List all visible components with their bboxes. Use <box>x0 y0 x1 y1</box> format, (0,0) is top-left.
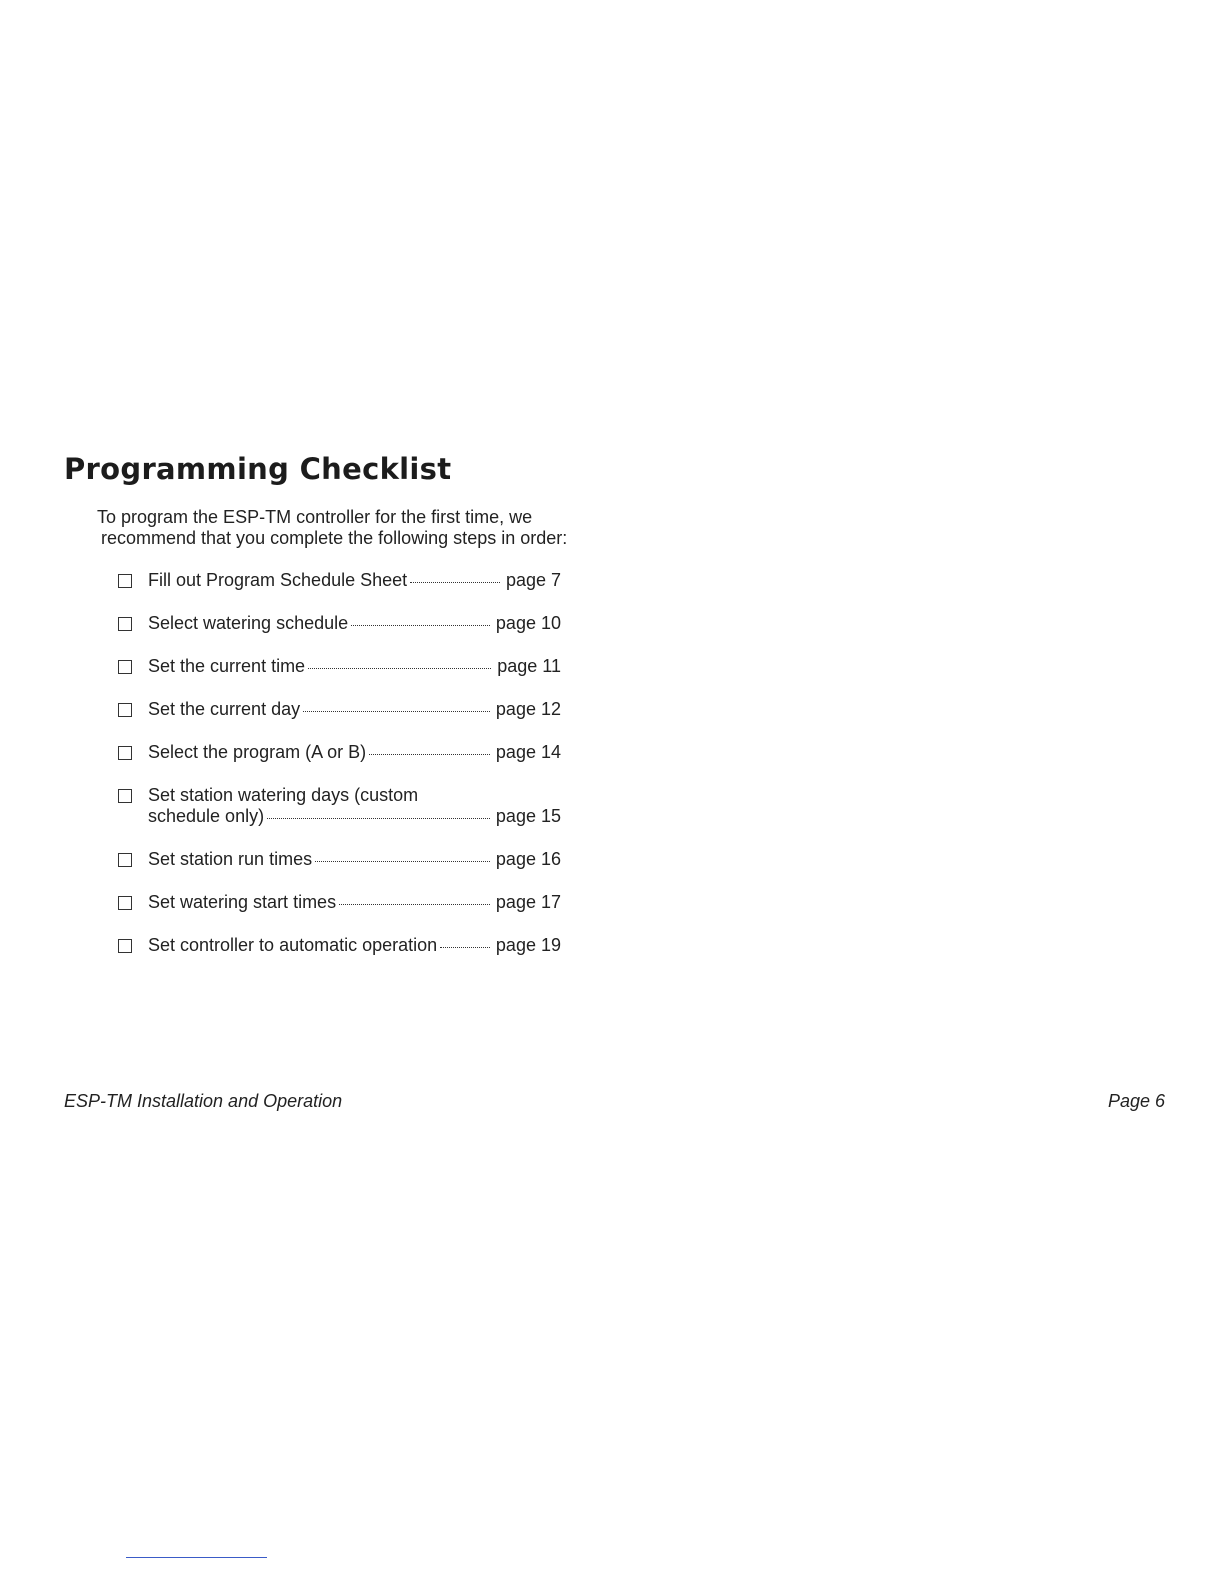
dot-leader <box>369 754 490 755</box>
checklist-item <box>118 570 562 613</box>
checkbox-icon[interactable] <box>118 703 132 717</box>
checklist-item-page: page 19 <box>495 935 561 955</box>
checklist-item-label: Select the program (A or B) <box>148 742 367 762</box>
bottom-rule-divider <box>126 1557 267 1558</box>
checklist-item-label: Set the current day <box>148 699 301 719</box>
checklist-item-label: Set watering start times <box>148 892 337 912</box>
checklist-item-label: Set station watering days (custom <box>148 785 419 805</box>
checklist-item-page: page 12 <box>495 699 561 719</box>
dot-leader <box>440 947 490 948</box>
checklist-item-page: page 11 <box>497 656 561 676</box>
dot-leader <box>308 668 491 669</box>
checklist-item-page: page 16 <box>495 849 561 869</box>
footer-document-title: ESP-TM Installation and Operation <box>64 1091 343 1111</box>
checklist-item-label-continued: schedule only) <box>148 806 265 826</box>
checklist-item <box>118 892 562 935</box>
checklist-item <box>118 935 562 978</box>
dot-leader <box>267 818 490 819</box>
intro-line-1: To program the ESP-TM controller for the first time, we <box>97 507 533 527</box>
checklist-item-page: page 10 <box>495 613 561 633</box>
checkbox-icon[interactable] <box>118 939 132 953</box>
intro-line-2: recommend that you complete the following steps in order: <box>101 528 568 548</box>
checkbox-icon[interactable] <box>118 617 132 631</box>
checklist-item-page: page 14 <box>495 742 561 762</box>
dot-leader <box>339 904 490 905</box>
checkbox-icon[interactable] <box>118 660 132 674</box>
checkbox-icon[interactable] <box>118 789 132 803</box>
checklist-item <box>118 849 562 892</box>
programming-checklist <box>118 570 562 978</box>
page-title: Programming Checklist <box>64 452 452 486</box>
dot-leader <box>315 861 490 862</box>
checkbox-icon[interactable] <box>118 853 132 867</box>
checklist-item-label: Select watering schedule <box>148 613 349 633</box>
dot-leader <box>303 711 490 712</box>
checklist-item-label: Set station run times <box>148 849 313 869</box>
checklist-item-label: Fill out Program Schedule Sheet <box>148 570 408 590</box>
checklist-item <box>118 699 562 742</box>
intro-paragraph <box>97 507 567 549</box>
checklist-item <box>118 656 562 699</box>
checkbox-icon[interactable] <box>118 574 132 588</box>
checklist-item-page: page 7 <box>505 570 561 590</box>
checklist-item-label: Set controller to automatic operation <box>148 935 438 955</box>
checkbox-icon[interactable] <box>118 746 132 760</box>
checkbox-icon[interactable] <box>118 896 132 910</box>
dot-leader <box>410 582 500 583</box>
dot-leader <box>351 625 490 626</box>
checklist-item <box>118 613 562 656</box>
checklist-item <box>118 742 562 785</box>
checklist-item-page: page 15 <box>495 806 561 826</box>
checklist-item <box>118 785 562 849</box>
checklist-item-label: Set the current time <box>148 656 306 676</box>
checklist-item-page: page 17 <box>495 892 561 912</box>
footer-page-number: Page 6 <box>1107 1091 1165 1111</box>
